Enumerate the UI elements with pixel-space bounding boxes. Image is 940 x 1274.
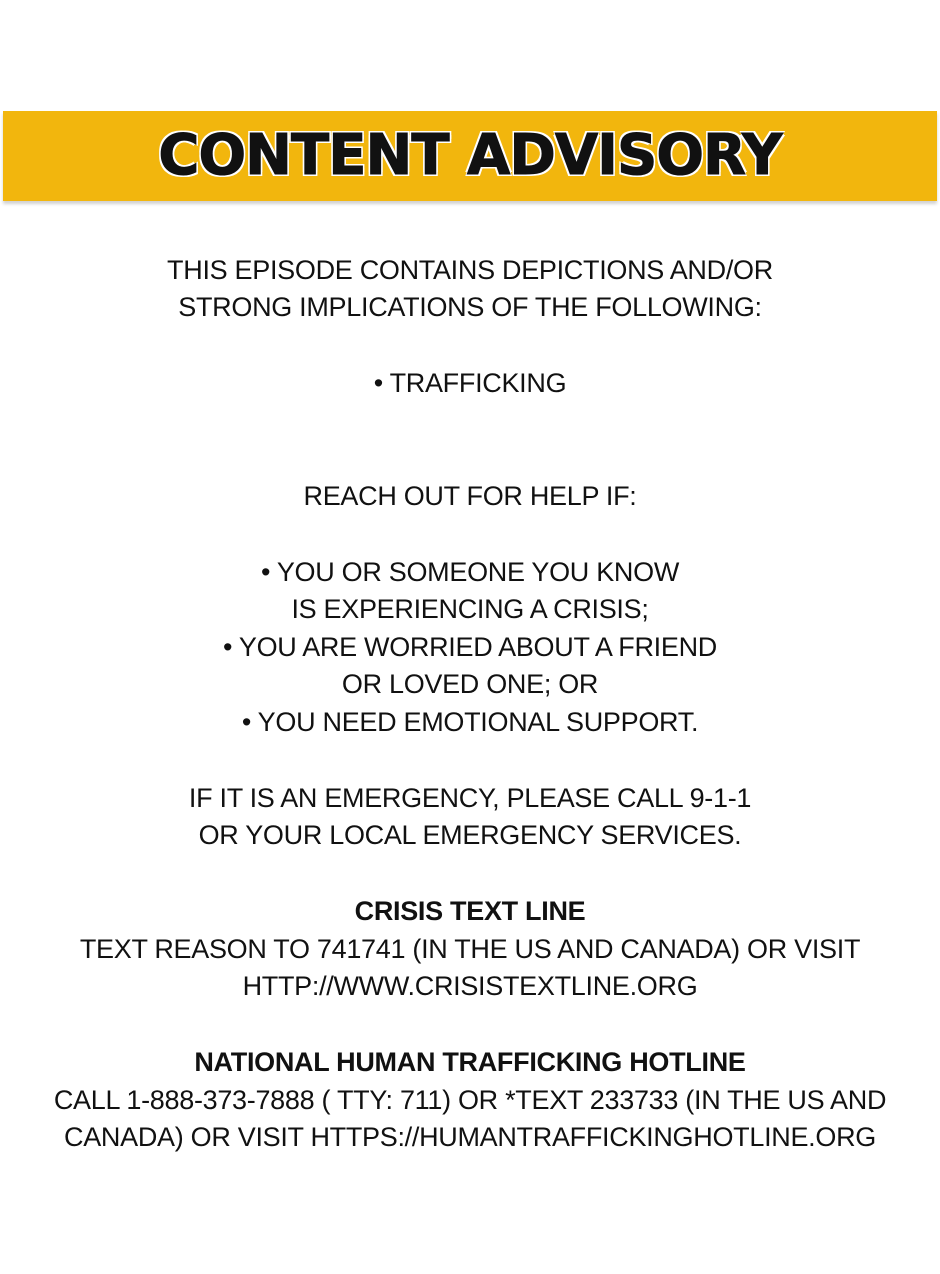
trafficking-hotline-heading: NATIONAL HUMAN TRAFFICKING HOTLINE: [194, 1047, 746, 1077]
trafficking-hotline-line-2: CANADA) OR VISIT HTTPS://HUMANTRAFFICKINGHOTLINE.ORG: [64, 1122, 876, 1152]
trafficking-hotline-line-1: CALL 1-888-373-7888 ( TTY: 711) OR *TEXT 233733 (IN THE US AND: [53, 1085, 887, 1115]
help-line-4: OR LOVED ONE; OR: [341, 669, 599, 699]
crisis-text-line-url: HTTP://WWW.CRISISTEXTLINE.ORG: [242, 971, 698, 1001]
emergency-line-1: IF IT IS AN EMERGENCY, PLEASE CALL 9-1-1: [188, 783, 752, 813]
intro-line-2: STRONG IMPLICATIONS OF THE FOLLOWING:: [178, 292, 762, 322]
intro-line-1: THIS EPISODE CONTAINS DEPICTIONS AND/OR: [167, 255, 773, 285]
advisory-banner: [3, 111, 937, 201]
warning-item-trafficking: • TRAFFICKING: [373, 368, 567, 398]
help-heading: REACH OUT FOR HELP IF:: [303, 481, 637, 511]
crisis-text-line-line-1: TEXT REASON TO 741741 (IN THE US AND CANADA) OR VISIT: [79, 934, 861, 964]
crisis-text-line-heading: CRISIS TEXT LINE: [354, 896, 586, 926]
advisory-title: CONTENT ADVISORY: [158, 123, 782, 188]
help-line-3: • YOU ARE WORRIED ABOUT A FRIEND: [223, 632, 717, 662]
help-line-5: • YOU NEED EMOTIONAL SUPPORT.: [241, 707, 699, 737]
emergency-line-2: OR YOUR LOCAL EMERGENCY SERVICES.: [198, 820, 742, 850]
help-line-2: IS EXPERIENCING A CRISIS;: [291, 594, 649, 624]
help-line-1: • YOU OR SOMEONE YOU KNOW: [260, 557, 679, 587]
